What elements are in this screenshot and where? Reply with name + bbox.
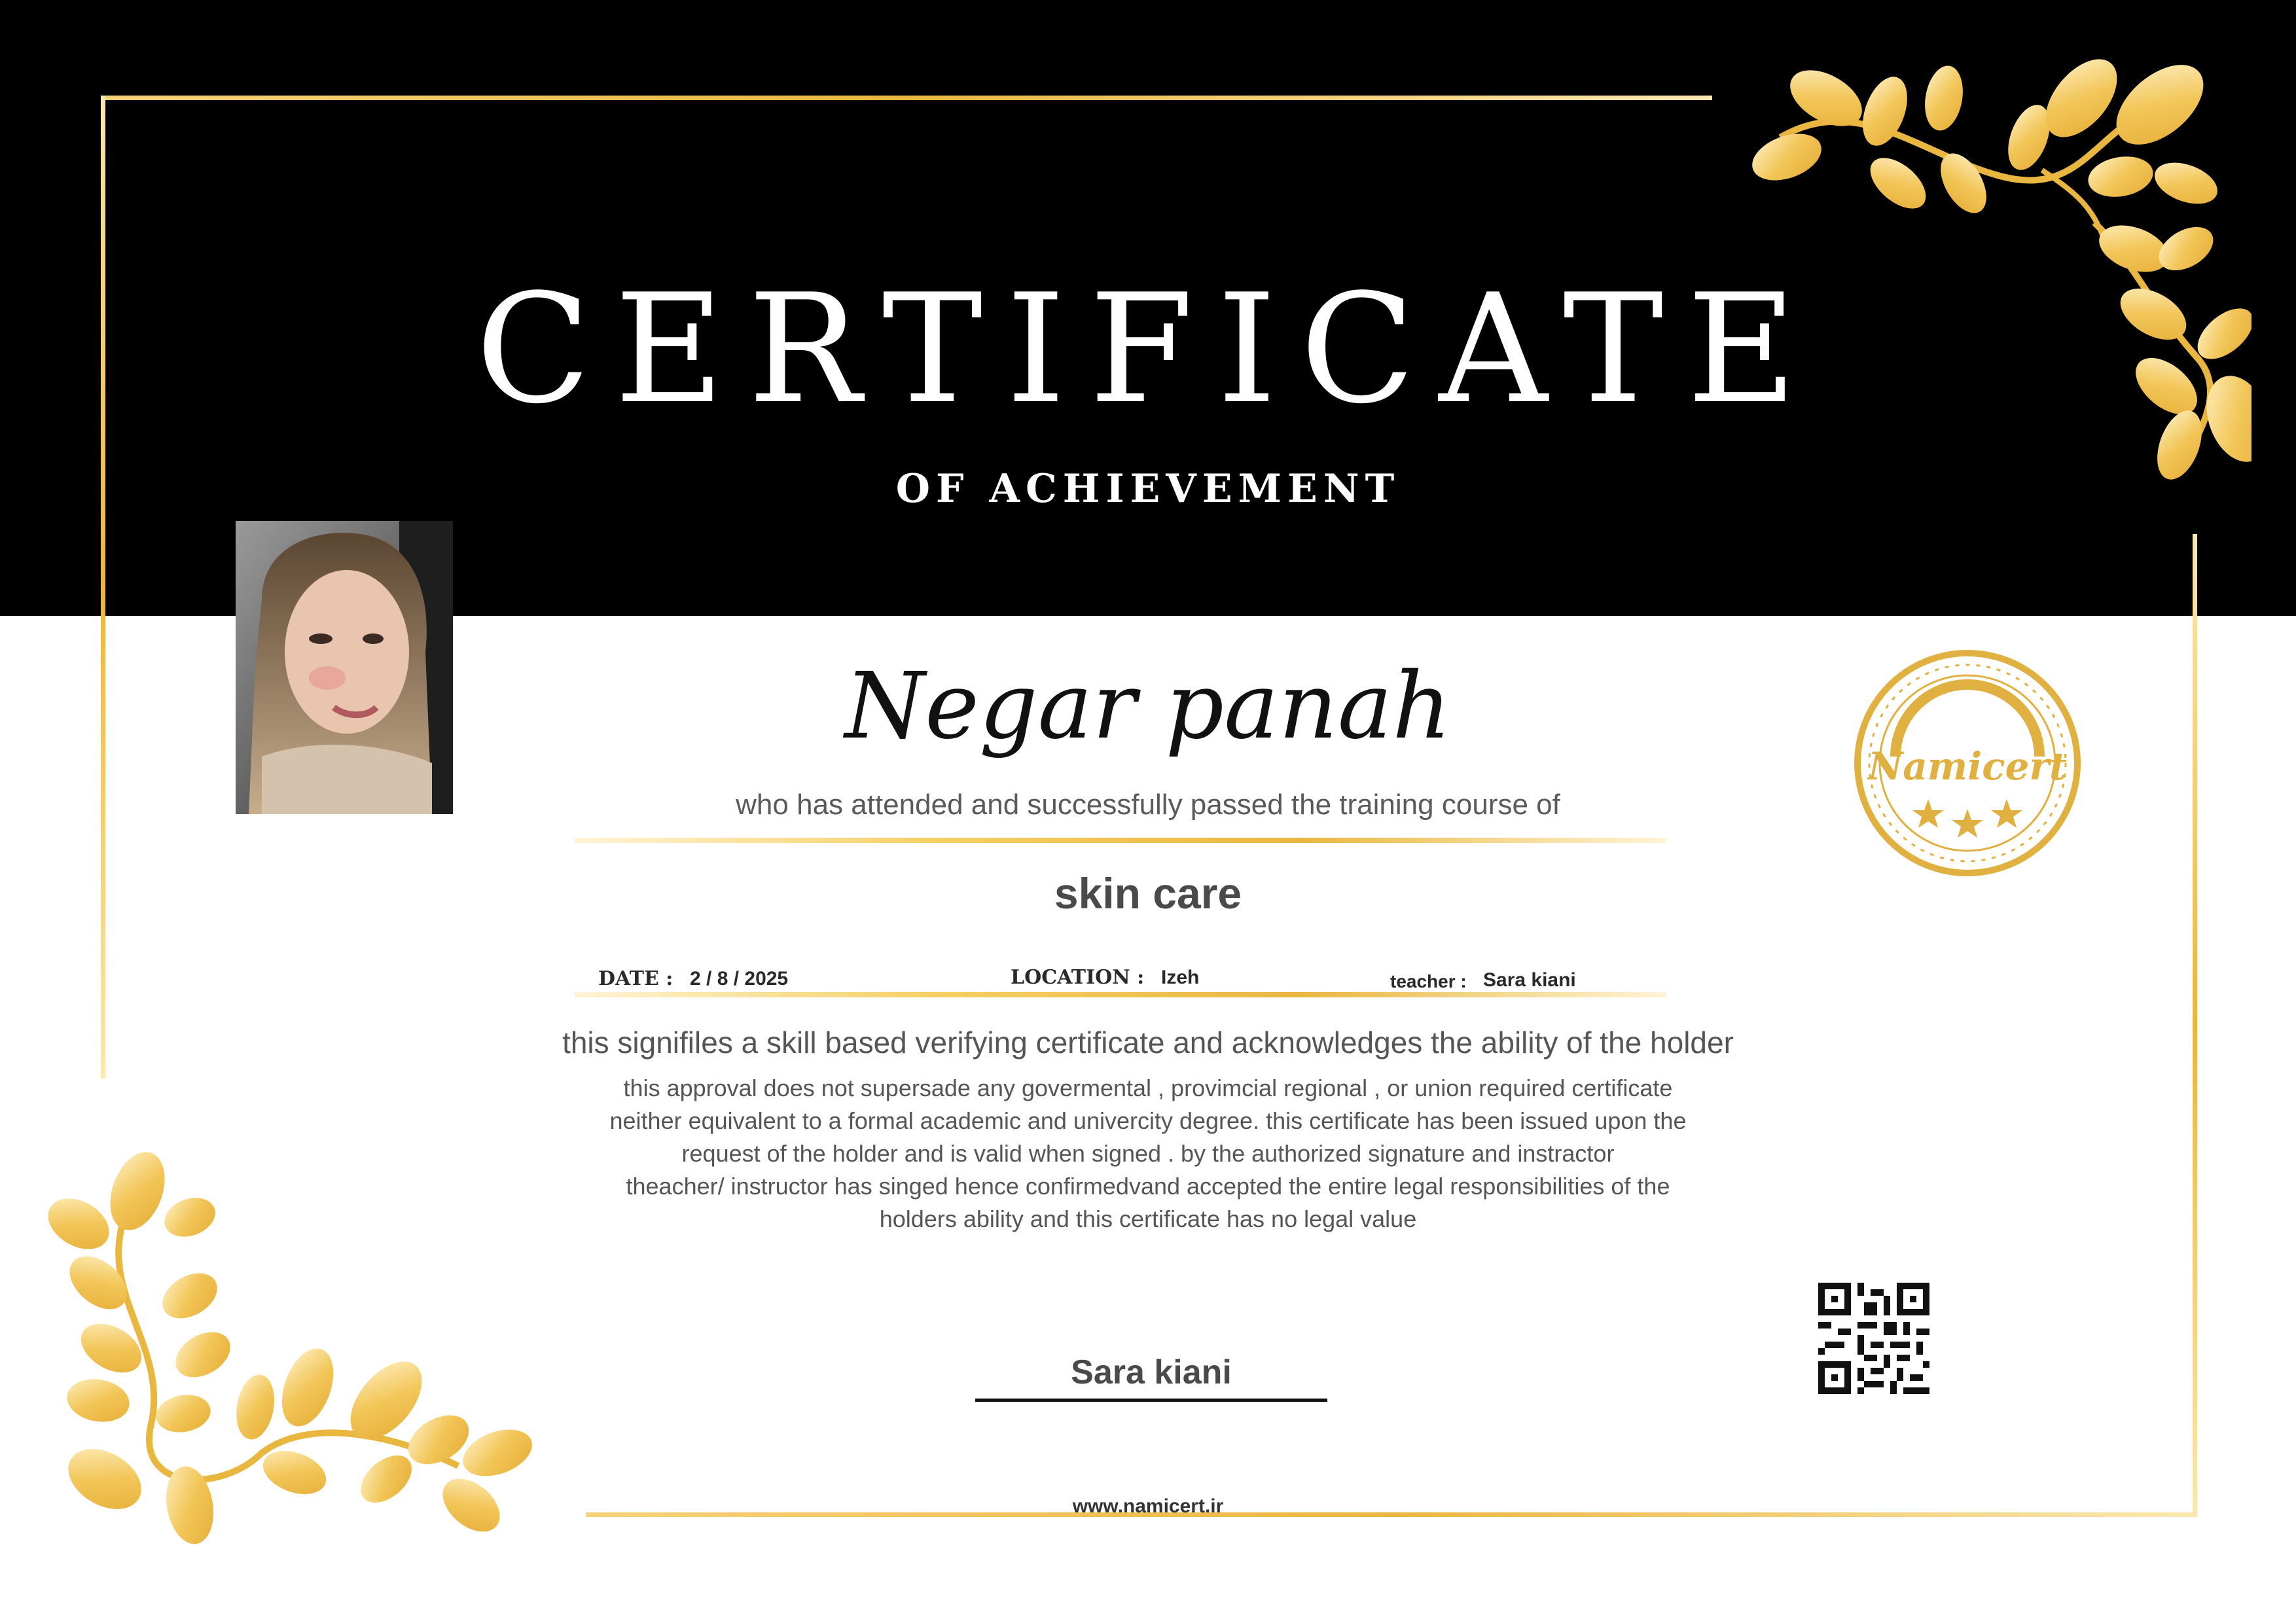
qr-code-icon [1818, 1283, 1929, 1394]
frame-top-line [101, 96, 1712, 100]
recipient-name: Negar panah [844, 653, 1452, 760]
disclaimer-line: this approval does not supersade any govermental , provimcial regional , or union required certificate [623, 1075, 1673, 1101]
seal-brand-text: Namicert [1868, 744, 2067, 789]
website-url: www.namicert.ir [1072, 1495, 1224, 1517]
date-label: DATE : [598, 967, 673, 990]
location-label: LOCATION : [1011, 966, 1145, 989]
divider-under-intro [575, 838, 1666, 843]
disclaimer-line: theacher/ instructor has singed hence confirmedvand accepted the entire legal responsibilities of the [626, 1173, 1670, 1200]
signature-line [975, 1399, 1327, 1402]
namicert-seal [1850, 645, 2085, 881]
teacher-label: teacher : [1390, 971, 1467, 991]
disclaimer-text [559, 1072, 1737, 1236]
certificate-title: CERTIFICATE [475, 262, 1821, 437]
intro-line: who has attended and successfully passed the training course of [736, 789, 1560, 821]
date-value: 2 / 8 / 2025 [690, 968, 789, 990]
seal-stars-icon [1912, 799, 2022, 838]
frame-left-line [101, 96, 105, 1079]
disclaimer-line: holders ability and this certificate has no legal value [879, 1205, 1417, 1232]
disclaimer-line: request of the holder and is valid when signed . by the authorized signature and instractor [681, 1140, 1615, 1167]
teacher-value: Sara kiani [1483, 969, 1576, 991]
signifies-statement: this signifiles a skill based verifying certificate and acknowledges the ability of the holder [562, 1026, 1734, 1060]
signature-name: Sara kiani [1071, 1353, 1232, 1391]
course-name: skin care [1054, 869, 1242, 918]
disclaimer-line: neither equivalent to a formal academic and univercity degree. this certificate has been issued upon the [609, 1107, 1687, 1134]
divider-under-details [575, 992, 1666, 997]
certificate-subtitle: OF ACHIEVEMENT [895, 466, 1401, 512]
location-value: Izeh [1161, 967, 1200, 988]
